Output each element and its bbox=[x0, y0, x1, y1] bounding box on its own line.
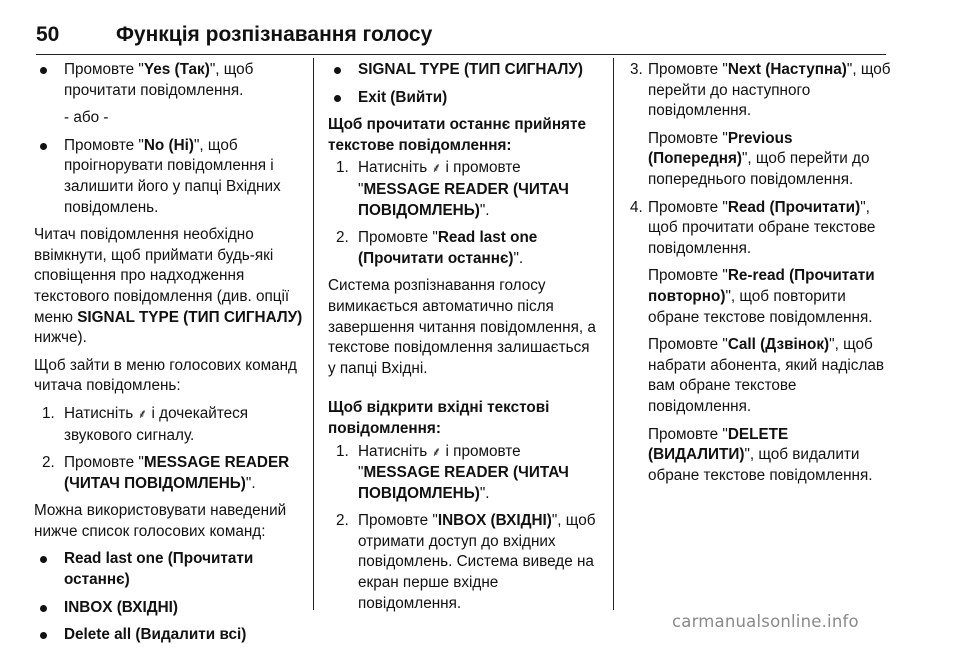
step-4-delete: Промовте "DELETE (ВИДАЛИТИ)", щоб видалити обране текстове повідомлення. bbox=[648, 425, 873, 484]
paragraph-enter-menu: Щоб зайти в меню голосових команд читача повідомлень: bbox=[34, 356, 297, 395]
cmd-no: No (Ні) bbox=[143, 136, 194, 154]
heading-open-inbox: Щоб відкрити вхідні текстові повідомлення: bbox=[328, 399, 550, 437]
bullet-dot bbox=[334, 67, 341, 74]
column-2 bbox=[328, 60, 600, 621]
or-separator: - або - bbox=[64, 109, 109, 127]
column-divider-left bbox=[313, 58, 314, 610]
command-read-last: Read last one (Прочитати останнє) bbox=[34, 549, 306, 590]
step-2-inbox: 2. Промовте "INBOX (ВХІДНІ)", щоб отримати доступ до вхідних повідомлень. Система виведе на екран перше вхідне повідомлення. bbox=[336, 512, 596, 612]
bullet-dot bbox=[40, 67, 47, 74]
microphone-icon: ⸙ bbox=[431, 444, 442, 460]
step-2-say: 2. Промовте "MESSAGE READER (ЧИТАЧ ПОВІДОМЛЕНЬ)". bbox=[42, 454, 290, 492]
bullet-no: Промовте "No (Ні)", щоб проігнорувати повідомлення і залишити його у папці Вхідних повідомлень. bbox=[34, 136, 306, 218]
step-4-reread: Промовте "Re-read (Прочитати повторно)", щоб повторити обране текстове повідомлення. bbox=[648, 267, 875, 326]
command-delete-all: Delete all (Видалити всі) bbox=[34, 625, 306, 646]
bullet-dot bbox=[334, 95, 341, 102]
step-3-next: 3. Промовте "Next (Наступна)", щоб перейти до наступного повідомлення. bbox=[630, 61, 891, 120]
bullet-yes: Промовте "Yes (Так)", щоб прочитати повідомлення. bbox=[34, 60, 306, 101]
step-2-read-last: 2. Промовте "Read last one (Прочитати останнє)". bbox=[336, 229, 538, 267]
bullet-dot bbox=[40, 143, 47, 150]
cmd-yes: Yes (Так) bbox=[143, 61, 210, 78]
header-rule bbox=[36, 54, 886, 55]
step-1-inbox: 1. Натисніть ⸙ і промовте "MESSAGE READER (ЧИТАЧ ПОВІДОМЛЕНЬ)". bbox=[336, 442, 569, 502]
microphone-icon: ⸙ bbox=[137, 406, 148, 422]
watermark: carmanualsonline.info bbox=[672, 612, 859, 631]
command-signal-type: SIGNAL TYPE (ТИП СИГНАЛУ) bbox=[328, 60, 600, 81]
page-header bbox=[0, 0, 960, 50]
step-4-read: 4. Промовте "Read (Прочитати)", щоб прочитати обране текстове повідомлення. bbox=[630, 198, 876, 257]
step-3-previous: Промовте "Previous (Попередня)", щоб перейти до попереднього повідомлення. bbox=[648, 129, 870, 188]
column-3 bbox=[630, 60, 892, 493]
bullet-dot bbox=[40, 632, 47, 639]
command-inbox: INBOX (ВХІДНІ) bbox=[34, 598, 306, 619]
paragraph-command-list: Можна використовувати наведений нижче список голосових команд: bbox=[34, 502, 287, 540]
heading-read-last: Щоб прочитати останнє прийняте текстове повідомлення: bbox=[328, 116, 586, 154]
step-1-read-last: 1. Натисніть ⸙ і промовте "MESSAGE READER (ЧИТАЧ ПОВІДОМЛЕНЬ)". bbox=[336, 159, 569, 219]
paragraph-auto-off: Система розпізнавання голосу вимикається автоматично після завершення читання повідомлення, а текстове повідомлення залишається у папці Вхідні. bbox=[328, 277, 596, 377]
paragraph-reader-enable: Читач повідомлення необхідно ввімкнути, щоб приймати будь-які сповіщення про надходження текстового повідомлення (див. опції меню SIGNAL TYPE (ТИП СИГНАЛУ) нижче). bbox=[34, 226, 303, 347]
step-1-press: 1. Натисніть ⸙ і дочекайтеся звукового сигналу. bbox=[42, 404, 249, 444]
column-1 bbox=[34, 60, 306, 653]
command-exit: Exit (Вийти) bbox=[328, 88, 600, 109]
page-title: Функція розпізнавання голосу bbox=[116, 23, 433, 46]
microphone-icon: ⸙ bbox=[431, 161, 442, 177]
step-4-call: Промовте "Call (Дзвінок)", щоб набрати абонента, який надіслав вам обране текстове повідомлення. bbox=[648, 336, 885, 415]
page-number: 50 bbox=[36, 23, 60, 46]
column-divider-right bbox=[613, 58, 614, 610]
bullet-dot bbox=[40, 556, 47, 563]
bullet-dot bbox=[40, 605, 47, 612]
